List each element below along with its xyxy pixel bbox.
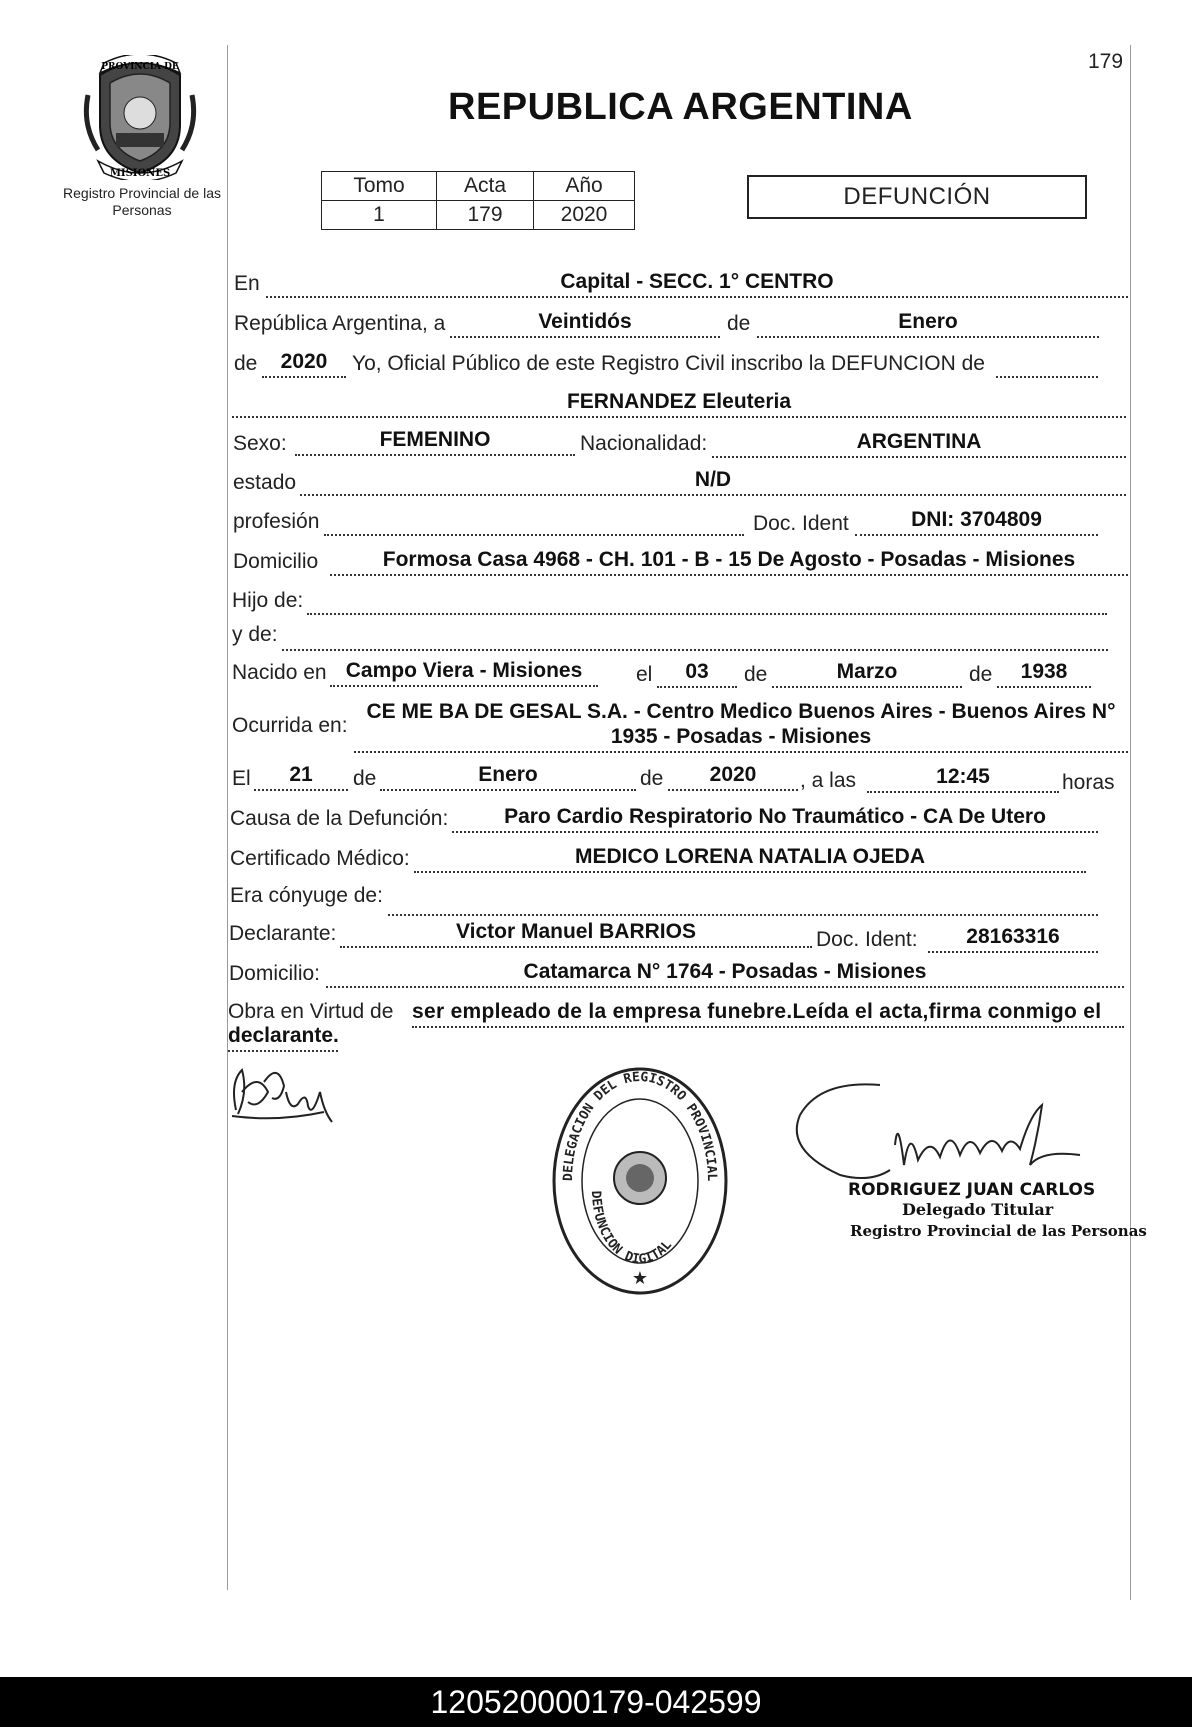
field-conyuge <box>388 888 1098 916</box>
field-declarante-doc: 28163316 <box>928 925 1098 953</box>
field-declarante-domicilio: Catamarca N° 1764 - Posadas - Misiones <box>326 960 1124 988</box>
label-horas: horas <box>1062 771 1115 794</box>
field-nac-dia: 03 <box>657 660 737 688</box>
field-certificado: MEDICO LORENA NATALIA OJEDA <box>414 845 1086 873</box>
svg-text:DEFUNCION DIGITAL: DEFUNCION DIGITAL <box>587 1190 675 1268</box>
field-causa: Paro Cardio Respiratorio No Traumático - CA De Utero <box>452 805 1098 833</box>
field-def-anio: 2020 <box>668 763 798 791</box>
record-table-header: Año <box>534 172 635 201</box>
field-ocurrida-line2: 1935 - Posadas - Misiones <box>354 725 1128 753</box>
field-doc-ident: DNI: 3704809 <box>855 508 1098 536</box>
svg-text:MISIONES: MISIONES <box>109 168 171 179</box>
label-hijo-de: Hijo de: <box>232 589 304 612</box>
label-de-mes: de <box>744 663 768 686</box>
label-de-anio-nac: de <box>969 663 993 686</box>
label-declarante: Declarante: <box>229 922 337 945</box>
field-def-dia: 21 <box>254 763 348 791</box>
label-nacionalidad: Nacionalidad: <box>580 432 708 455</box>
label-y-de: y de: <box>232 623 278 646</box>
svg-text:DELEGACION DEL REGISTRO PROVIN: DELEGACION DEL REGISTRO PROVINCIAL <box>560 1069 720 1182</box>
field-hijo-de <box>307 587 1107 615</box>
label-doc-ident-2: Doc. Ident: <box>816 928 918 951</box>
logo-caption: Registro Provincial de las Personas <box>63 185 221 218</box>
field-declarante: Victor Manuel BARRIOS <box>340 920 812 948</box>
field-lugar: Capital - SECC. 1° CENTRO <box>266 270 1128 298</box>
label-nacido-en: Nacido en <box>232 661 327 684</box>
label-de-def-anio: de <box>640 767 664 790</box>
label-a-las: , a las <box>800 769 857 792</box>
label-estado: estado <box>233 471 297 494</box>
field-dia-letras: Veintidós <box>450 310 720 338</box>
declarant-signature <box>228 1052 338 1132</box>
record-table <box>321 171 635 230</box>
record-table-cell: 2020 <box>534 201 635 230</box>
label-sexo: Sexo: <box>233 432 287 455</box>
signatory-name: RODRIGUEZ JUAN CARLOS <box>848 1180 1096 1200</box>
field-nacionalidad: ARGENTINA <box>712 430 1126 458</box>
svg-text:PROVINCIA DE: PROVINCIA DE <box>101 62 179 72</box>
label-obra: Obra en Virtud de <box>228 1000 394 1023</box>
label-causa: Causa de la Defunción: <box>230 807 449 830</box>
record-table-cell: 179 <box>437 201 534 230</box>
label-de-anio: de <box>234 352 258 375</box>
label-profesion: profesión <box>233 510 320 533</box>
record-table-header-row <box>322 172 635 201</box>
field-domicilio: Formosa Casa 4968 - CH. 101 - B - 15 De Agosto - Posadas - Misiones <box>330 548 1128 576</box>
field-anio: 2020 <box>262 350 346 378</box>
label-de: de <box>727 312 751 335</box>
field-estado: N/D <box>300 468 1126 496</box>
left-margin-line <box>227 45 228 1590</box>
field-def-mes: Enero <box>380 763 636 791</box>
coat-of-arms-logo <box>80 55 200 180</box>
document-code: 120520000179-042599 <box>0 1677 1192 1727</box>
field-sexo: FEMENINO <box>295 428 575 456</box>
field-mes: Enero <box>757 310 1099 338</box>
record-type-box: DEFUNCIÓN <box>747 175 1087 219</box>
field-obra-line1: ser empleado de la empresa funebre.Leída el acta,firma conmigo el <box>412 1000 1124 1028</box>
label-domicilio: Domicilio <box>233 550 319 573</box>
field-nac-mes: Marzo <box>772 660 962 688</box>
label-el: el <box>636 663 653 686</box>
page-title: REPUBLICA ARGENTINA <box>448 86 913 128</box>
field-nombre: FERNANDEZ Eleuteria <box>232 390 1126 418</box>
field-blank-yo <box>996 350 1098 378</box>
field-obra-line2: declarante. <box>228 1024 338 1052</box>
official-stamp <box>550 1066 730 1296</box>
field-y-de <box>282 623 1108 651</box>
signatory-role: Delegado Titular <box>902 1200 1054 1219</box>
label-doc-ident: Doc. Ident <box>753 512 849 535</box>
field-profesion <box>324 508 744 536</box>
field-nacido-en: Campo Viera - Misiones <box>330 659 598 687</box>
field-nac-anio: 1938 <box>997 660 1091 688</box>
record-table-header: Tomo <box>322 172 437 201</box>
label-republica: República Argentina, a <box>234 312 446 335</box>
label-conyuge: Era cónyuge de: <box>230 884 383 907</box>
record-table-cell: 1 <box>322 201 437 230</box>
page-number: 179 <box>1088 50 1124 73</box>
label-el-cap: El <box>232 767 251 790</box>
label-en: En <box>234 272 260 295</box>
record-table-value-row <box>322 201 635 230</box>
field-def-hora: 12:45 <box>867 765 1059 793</box>
svg-text:★: ★ <box>631 1268 649 1288</box>
label-de-def-mes: de <box>353 767 377 790</box>
official-signature <box>780 1075 1100 1185</box>
label-domicilio-2: Domicilio: <box>229 962 321 985</box>
label-certificado: Certificado Médico: <box>230 847 410 870</box>
record-table-header: Acta <box>437 172 534 201</box>
right-margin-line <box>1130 45 1131 1600</box>
field-ocurrida-line1: CE ME BA DE GESAL S.A. - Centro Medico Buenos Aires - Buenos Aires N° <box>366 700 1116 723</box>
signatory-office: Registro Provincial de las Personas <box>850 1222 1147 1240</box>
label-ocurrida-en: Ocurrida en: <box>232 714 348 737</box>
label-yo: Yo, Oficial Público de este Registro Civil inscribo la DEFUNCION de <box>352 352 985 375</box>
